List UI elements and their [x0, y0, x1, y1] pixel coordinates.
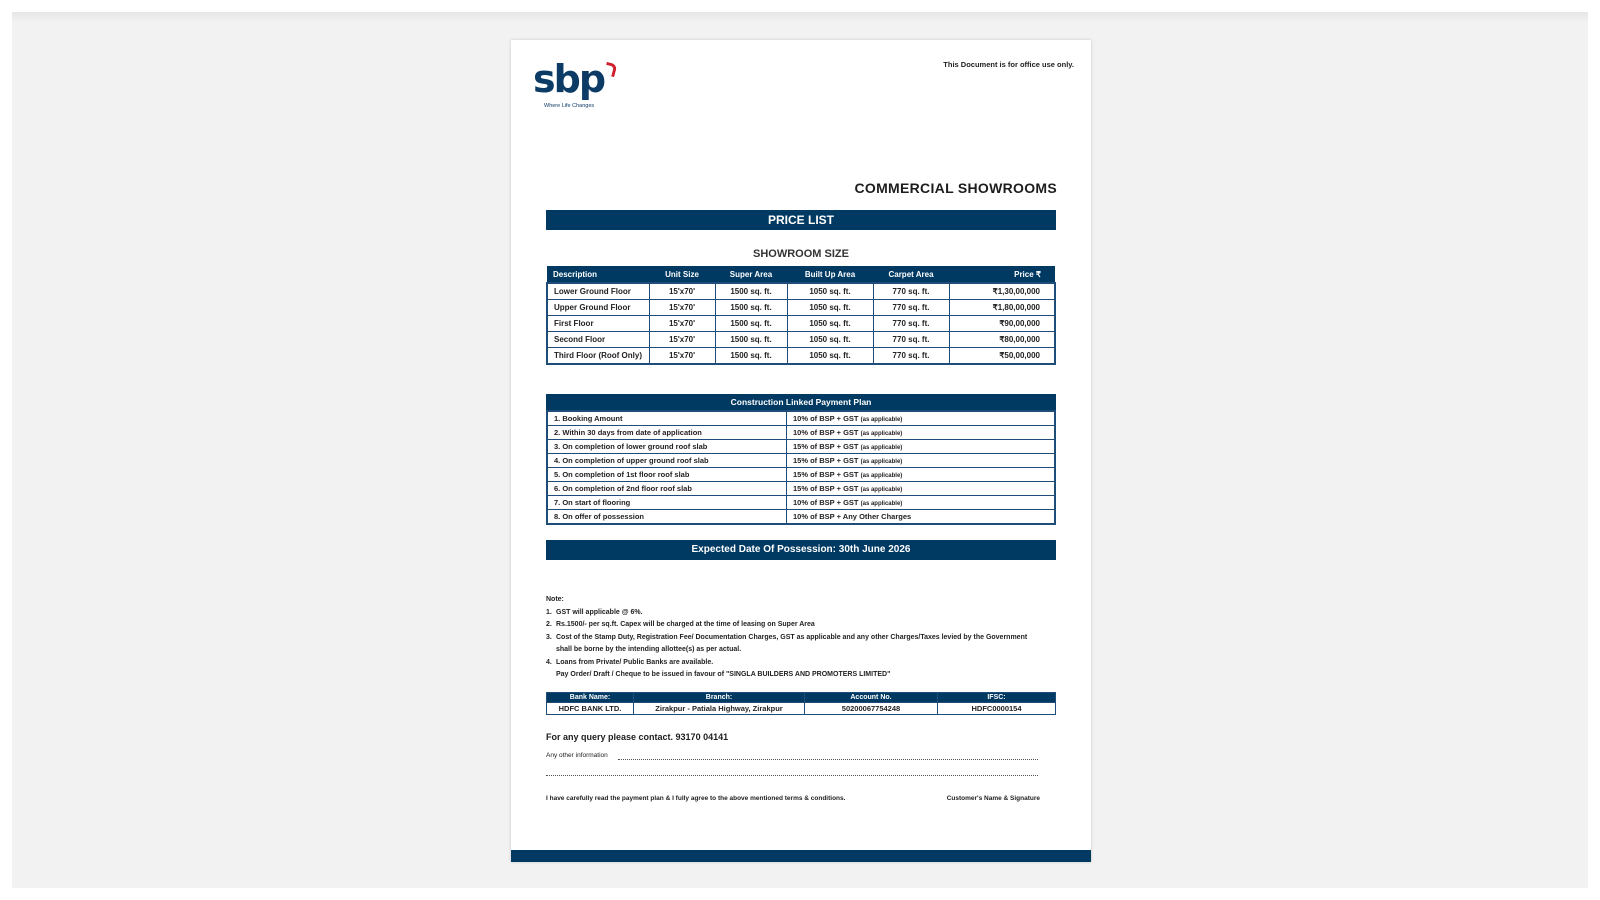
table-cell: 15'x70' — [649, 332, 715, 348]
table-cell: 15'x70' — [649, 283, 715, 300]
contact-query: For any query please contact. 93170 04141 — [546, 732, 729, 742]
note-item: 4. Loans from Private/ Public Banks are available. — [546, 658, 714, 666]
other-info-line — [618, 759, 1038, 760]
plan-stage: 1. Booking Amount — [547, 411, 787, 426]
note-item: 2. Rs.1500/- per sq.ft. Capex will be charged at the time of leasing on Super Area — [546, 621, 815, 628]
other-info-line — [546, 775, 1038, 776]
notes-section — [546, 594, 1046, 682]
sbp-logo — [533, 57, 623, 112]
table-cell: 770 sq. ft. — [873, 283, 949, 300]
table-cell: Lower Ground Floor — [547, 283, 649, 300]
table-row — [547, 348, 1055, 365]
note-item: 3. Cost of the Stamp Duty, Registration Fee/ Documentation Charges, GST as applicable and any other Charges/Taxes levied by the Government — [546, 633, 1028, 641]
table-row — [547, 283, 1055, 300]
table-cell: ₹1,80,00,000 — [949, 300, 1055, 316]
plan-stage: 7. On start of flooring — [547, 496, 787, 510]
column-header: Unit Size — [649, 266, 715, 283]
plan-amount: 15% of BSP + GST (as applicable) — [787, 440, 1056, 454]
price-list-banner: PRICE LIST — [546, 210, 1056, 230]
table-cell: 1050 sq. ft. — [787, 283, 873, 300]
showroom-size-table — [546, 266, 1056, 365]
table-row — [547, 482, 1055, 496]
table-row — [547, 440, 1055, 454]
table-row — [547, 332, 1055, 348]
table-cell: ₹50,00,000 — [949, 348, 1055, 365]
logo-tagline: Where Life Changes — [544, 103, 595, 109]
showroom-size-heading: SHOWROOM SIZE — [753, 248, 849, 260]
plan-amount: 10% of BSP + GST (as applicable) — [787, 496, 1056, 510]
table-row — [547, 703, 1056, 715]
table-row — [547, 468, 1055, 482]
logo-wordmark: sbp — [533, 57, 605, 101]
table-cell: 770 sq. ft. — [873, 348, 949, 365]
table-cell: 1050 sq. ft. — [787, 348, 873, 365]
table-cell: 1050 sq. ft. — [787, 300, 873, 316]
payorder-instruction: Pay Order/ Draft / Cheque to be issued in favour of "SINGLA BUILDERS AND PROMOTERS LIMITED" — [556, 671, 891, 678]
table-cell: Second Floor — [547, 332, 649, 348]
other-info-label: Any other information — [546, 752, 608, 759]
table-row — [547, 300, 1055, 316]
table-cell: 15'x70' — [649, 316, 715, 332]
declaration-text: I have carefully read the payment plan & I fully agree to the above mentioned terms & conditions. — [546, 795, 846, 802]
plan-stage: 3. On completion of lower ground roof slab — [547, 440, 787, 454]
column-header: Built Up Area — [787, 266, 873, 283]
payment-plan-heading: Construction Linked Payment Plan — [546, 394, 1056, 410]
table-header-row — [547, 693, 1056, 703]
document-title: COMMERCIAL SHOWROOMS — [854, 180, 1057, 196]
table-row — [547, 411, 1055, 426]
table-cell: 15'x70' — [649, 348, 715, 365]
notes-heading: Note: — [546, 596, 564, 603]
bank-details-table — [546, 692, 1056, 715]
column-header: Branch: — [634, 693, 805, 703]
table-cell: Third Floor (Roof Only) — [547, 348, 649, 365]
table-row — [547, 426, 1055, 440]
table-header-row — [547, 266, 1055, 283]
table-row — [547, 496, 1055, 510]
bank-account-number: 50200067754248 — [805, 703, 938, 715]
plan-amount: 15% of BSP + GST (as applicable) — [787, 468, 1056, 482]
plan-amount: 15% of BSP + GST (as applicable) — [787, 454, 1056, 468]
table-cell: First Floor — [547, 316, 649, 332]
possession-date-banner: Expected Date Of Possession: 30th June 2026 — [546, 540, 1056, 560]
plan-stage: 8. On offer of possession — [547, 510, 787, 525]
table-cell: ₹90,00,000 — [949, 316, 1055, 332]
table-cell: Upper Ground Floor — [547, 300, 649, 316]
table-cell: 770 sq. ft. — [873, 300, 949, 316]
table-row — [547, 510, 1055, 525]
bank-name: HDFC BANK LTD. — [547, 703, 634, 715]
payment-plan-table — [546, 410, 1056, 525]
table-cell: 1500 sq. ft. — [715, 283, 787, 300]
column-header: Carpet Area — [873, 266, 949, 283]
table-cell: 15'x70' — [649, 300, 715, 316]
plan-stage: 2. Within 30 days from date of application — [547, 426, 787, 440]
table-row — [547, 454, 1055, 468]
price-list-document — [511, 40, 1091, 862]
table-cell: 1050 sq. ft. — [787, 332, 873, 348]
table-cell: 1050 sq. ft. — [787, 316, 873, 332]
note-item-continued: shall be borne by the intending allottee(s) as per actual. — [556, 646, 742, 653]
signature-label: Customer's Name & Signature — [946, 795, 1040, 802]
table-cell: 1500 sq. ft. — [715, 316, 787, 332]
table-cell: 770 sq. ft. — [873, 332, 949, 348]
plan-amount: 10% of BSP + GST (as applicable) — [787, 411, 1056, 426]
table-cell: 1500 sq. ft. — [715, 300, 787, 316]
column-header: IFSC: — [938, 693, 1056, 703]
column-header: Bank Name: — [547, 693, 634, 703]
column-header: Price ₹ — [949, 266, 1055, 283]
table-cell: 1500 sq. ft. — [715, 332, 787, 348]
column-header: Account No. — [805, 693, 938, 703]
table-cell: ₹80,00,000 — [949, 332, 1055, 348]
table-cell: ₹1,30,00,000 — [949, 283, 1055, 300]
table-row — [547, 316, 1055, 332]
bank-branch: Zirakpur - Patiala Highway, Zirakpur — [634, 703, 805, 715]
plan-amount: 10% of BSP + Any Other Charges — [787, 510, 1056, 525]
table-cell: 770 sq. ft. — [873, 316, 949, 332]
note-item: 1. GST will applicable @ 6%. — [546, 608, 643, 616]
payee-name: "SINGLA BUILDERS AND PROMOTERS LIMITED" — [725, 671, 891, 678]
bank-ifsc: HDFC0000154 — [938, 703, 1056, 715]
plan-stage: 5. On completion of 1st floor roof slab — [547, 468, 787, 482]
plan-amount: 10% of BSP + GST (as applicable) — [787, 426, 1056, 440]
plan-stage: 4. On completion of upper ground roof slab — [547, 454, 787, 468]
column-header: Description — [547, 266, 649, 283]
footer-bar — [511, 850, 1091, 862]
table-cell: 1500 sq. ft. — [715, 348, 787, 365]
column-header: Super Area — [715, 266, 787, 283]
office-use-note: This Document is for office use only. — [943, 60, 1074, 69]
plan-amount: 15% of BSP + GST (as applicable) — [787, 482, 1056, 496]
plan-stage: 6. On completion of 2nd floor roof slab — [547, 482, 787, 496]
